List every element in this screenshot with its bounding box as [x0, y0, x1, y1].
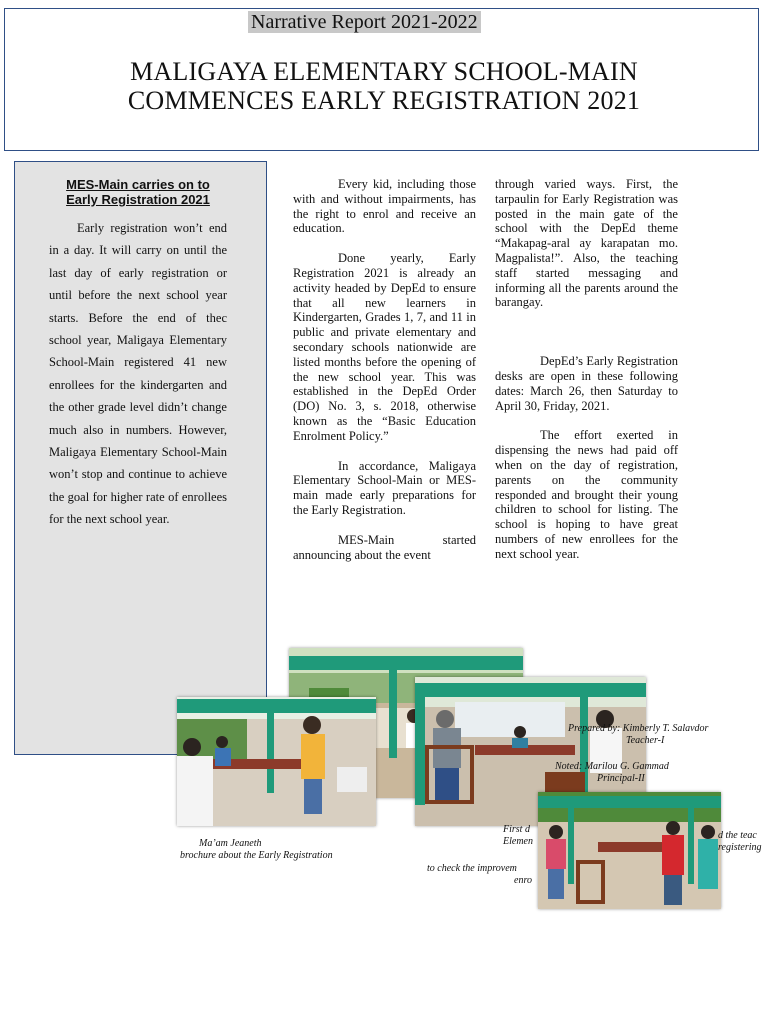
caption-enrollment	[514, 875, 532, 887]
caption-line: to check the improvem	[427, 863, 517, 874]
article-paragraph: through varied ways. First, the tarpaulin for Early Registration was posted in the main gate of the school with the DepEd theme “Makapag-aral ay karapatan mo. Magpalista!”. Also, the teaching staff started messaging and informing all the parents around the barangay.	[495, 177, 678, 310]
article-paragraph: The effort exerted in dispensing the news had paid off when on the day of registration, parents on the community responded and brought their young children to school for listing. The school is hoping to have great numbers of new enrollees for the next school year.	[495, 428, 678, 561]
caption-improvement	[427, 863, 517, 875]
caption-line: First d	[503, 824, 530, 835]
prepared-by-role: Teacher-I	[626, 735, 665, 746]
article-paragraph: Done yearly, Early Registration 2021 is already an activity headed by DepEd to ensure that all new learners in Kindergarten, Grades 1, 7, and 11 in public and private elementary and secondary schools nationwide are listed months before the opening of the new school year. This was established in the DepEd Order (DO) No. 3, s. 2018, otherwise known as the “Basic Education Enrolment Policy.”	[293, 251, 476, 443]
sidebar-title-line2: Early Registration 2021	[66, 192, 210, 207]
photo-parents-registering	[538, 792, 721, 909]
article-paragraph: DepEd’s Early Registration desks are open in these following dates: March 26, then Saturday to April 30, Friday, 2021.	[495, 354, 678, 413]
article-column-1	[293, 177, 476, 562]
article-column-2	[495, 177, 678, 562]
caption-line: d the teac	[718, 830, 757, 841]
article-paragraph: MES-Main started announcing about the event	[293, 532, 476, 562]
noted-by	[555, 761, 669, 773]
prepared-by-name: Prepared by: Kimberly T. Salavdor	[568, 723, 709, 734]
prepared-by	[568, 723, 708, 735]
sidebar-body: Early registration won’t end in a day. It will carry on until the last day of early registration or until before the next school year starts. Before the end of thec school year, Maligaya Elementary School-Main registered 41 new enrollees for the kindergarten and the other grade level didn’t change much also in numbers. However, Maligaya Elementary School-Main won’t stop and continue to achieve the goal for higher rate of enrollees for the next school year.	[49, 221, 227, 527]
caption-brochure	[180, 850, 333, 862]
caption-line: Elemen	[503, 836, 533, 847]
photo-distributing-brochures	[177, 697, 376, 826]
noted-by-title	[597, 773, 645, 785]
prepared-by-title	[626, 735, 664, 747]
caption-first-day	[503, 824, 533, 848]
headline-line2: COMMENCES EARLY REGISTRATION 2021	[127, 86, 641, 115]
caption-line: brochure about the Early Registration	[180, 850, 333, 861]
article-paragraph: Every kid, including those with and without impairments, has the right to enrol and receive an education.	[293, 177, 476, 236]
caption-jeaneth	[199, 838, 261, 850]
report-label: Narrative Report 2021-2022	[248, 11, 481, 33]
caption-teachers	[718, 830, 762, 854]
caption-line: enro	[514, 875, 532, 886]
sidebar-title-line1: MES-Main carries on to	[66, 177, 210, 192]
sidebar-title	[38, 177, 238, 207]
headline-line1: MALIGAYA ELEMENTARY SCHOOL-MAIN	[130, 57, 638, 86]
noted-by-name: Noted: Marilou G. Gammad	[555, 761, 669, 772]
caption-line: Ma’am Jeaneth	[199, 838, 262, 849]
noted-by-role: Principal-II	[597, 773, 645, 784]
caption-line: registering	[718, 842, 762, 853]
article-paragraph: In accordance, Maligaya Elementary School-Main or MES-main made early preparations for the Early Registration.	[293, 458, 476, 517]
headline	[10, 57, 758, 115]
